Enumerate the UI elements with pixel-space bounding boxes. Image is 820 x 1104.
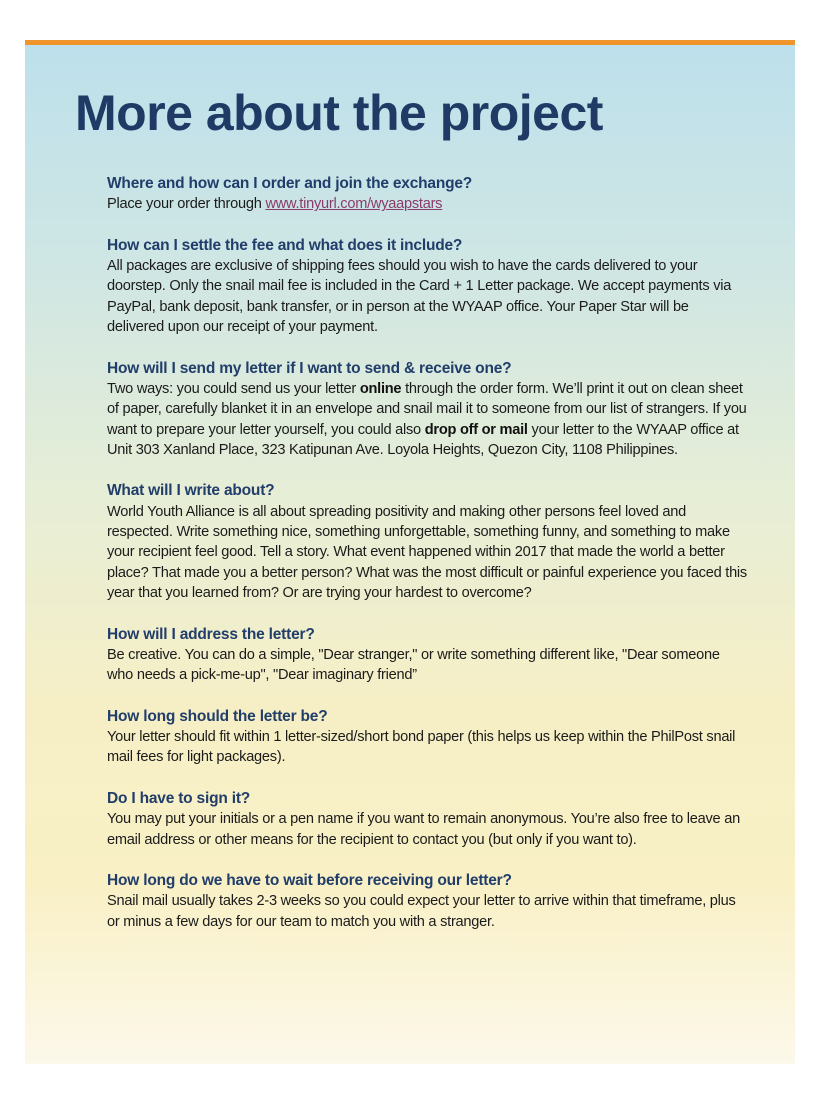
answer-text: your letter to the WYAAP office at Unit 303 Xanland Place, 323 Katipunan Ave. Loyola Heights, Quezon City, 1108 Philippines. xyxy=(107,421,739,458)
faq-answer: Be creative. You can do a simple, "Dear stranger," or write something different like, "Dear someone who needs a pick-me-up", "Dear imaginary friend” xyxy=(107,646,720,684)
faq-answer: You may put your initials or a pen name if you want to remain anonymous. You’re also free to leave an email address or other means for the recipient to contact you (but only if you want to). xyxy=(107,811,740,848)
answer-text: Place your order through xyxy=(107,196,266,213)
faq-answer xyxy=(107,379,747,460)
faq-item-order xyxy=(107,174,747,215)
faq-answer: Snail mail usually takes 2-3 weeks so you could expect your letter to arrive within that timeframe, plus or minus a few days for our team to match you with a stranger. xyxy=(107,893,736,930)
faq-item-address xyxy=(107,625,747,686)
faq-item-length xyxy=(107,707,747,768)
faq-question: How will I address the letter? xyxy=(107,625,315,643)
faq-question: How can I settle the fee and what does it include? xyxy=(107,236,463,254)
answer-emphasis: online xyxy=(359,380,402,397)
faq-question: Where and how can I order and join the exchange? xyxy=(107,175,473,192)
answer-text: Two ways: you could send us your letter xyxy=(107,380,360,397)
faq-item-send-letter xyxy=(107,359,747,460)
answer-text: through the order form. We’ll print it out on clean sheet of paper, carefully blanket it in an envelope and snail mail it to someone from our list of strangers. If you want to prepare your letter yourself, you could also xyxy=(107,380,747,438)
page-sheet xyxy=(25,40,795,1064)
faq-question: How will I send my letter if I want to send & receive one? xyxy=(107,359,512,377)
faq-answer xyxy=(107,194,747,214)
faq-answer: All packages are exclusive of shipping fees should you wish to have the cards delivered to your doorstep. Only the snail mail fee is included in the Card + 1 Letter package. We accept payments via PayPal, bank deposit, bank transfer, or in person at the WYAAP office. Your Paper Star will be delivered upon our receipt of your payment. xyxy=(107,258,732,336)
faq-answer: World Youth Alliance is all about spreading positivity and making other persons feel loved and respected. Write something nice, something unforgettable, something funny, and something to make your recipient feel good. Tell a story. What event happened within 2017 that made the world a better place? That made you a better person? What was the most difficult or painful experience you faced this year that you learned from? Or are trying your hardest to overcome? xyxy=(107,503,747,601)
faq-question: What will I write about? xyxy=(107,482,275,500)
faq-question: How long do we have to wait before receiving our letter? xyxy=(107,872,512,890)
faq-item-sign xyxy=(107,789,747,850)
top-accent-bar xyxy=(25,40,795,45)
faq-question: How long should the letter be? xyxy=(107,707,328,725)
page-title: More about the project xyxy=(75,85,603,141)
faq-item-wait xyxy=(107,871,747,932)
faq-answer: Your letter should fit within 1 letter-sized/short bond paper (this helps us keep within the PhilPost snail mail fees for light packages). xyxy=(107,729,736,766)
faq-list xyxy=(107,174,747,953)
answer-emphasis: drop off or mail xyxy=(424,421,528,438)
faq-question: Do I have to sign it? xyxy=(107,789,251,807)
order-link[interactable]: www.tinyurl.com/wyaapstars xyxy=(265,196,443,213)
faq-item-fee xyxy=(107,236,747,337)
faq-item-write-about xyxy=(107,481,747,603)
